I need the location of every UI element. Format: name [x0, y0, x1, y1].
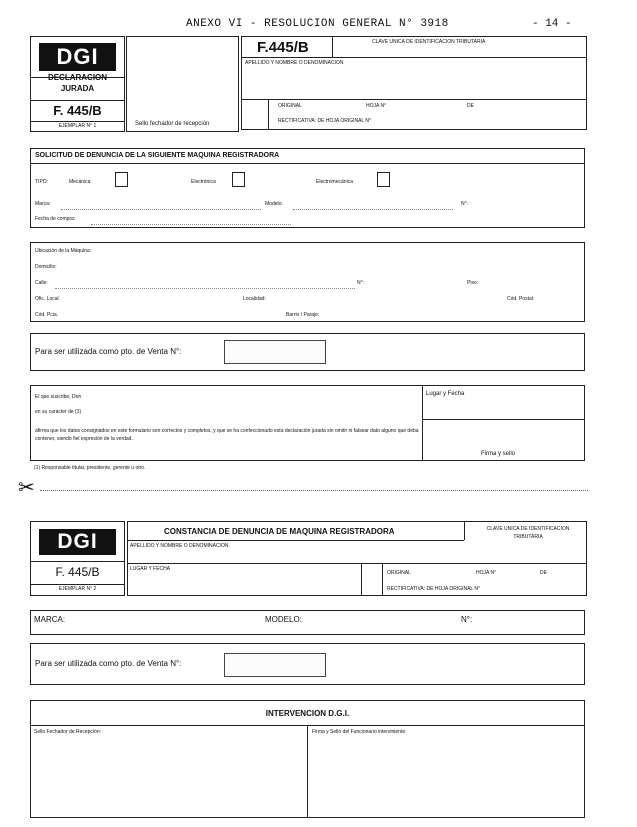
domicilio-label: Domicilio:: [35, 264, 57, 270]
scissors-icon: ✂: [18, 477, 35, 499]
modelo-label: Modelo:: [265, 201, 283, 207]
venta-section: [30, 333, 585, 371]
nro-label: N°:: [461, 201, 468, 207]
constancia-title: CONSTANCIA DE DENUNCIA DE MAQUINA REGISTRADORA: [164, 527, 395, 536]
tipo-label: TIPO:: [35, 179, 49, 185]
de-label: DE: [467, 103, 474, 109]
mecanica-label: Mecánica: [69, 179, 91, 185]
nro-label-2: N°:: [461, 615, 473, 624]
venta-section-2: [30, 643, 585, 685]
big-form-code: F.445/B: [257, 39, 309, 56]
cod-postal-label: Cód. Postal:: [507, 296, 535, 302]
hoja-label: HOJA N°: [366, 103, 387, 109]
dgi-logo: DGI: [39, 43, 116, 71]
numero-label: N°:: [357, 280, 364, 286]
logo-panel-2: [30, 521, 125, 596]
lugar-fecha-label-2: LUGAR Y FECHA: [130, 566, 171, 572]
sello-fechador-label: Sello fechador de recepción: [135, 121, 210, 127]
afirma-text: afirma que los datos consignados en este formulario son correctos y completos, y que se ha confeccionado esta declaración jurada sin omitir ni falsear dato alguno que deba contener, siendo fiel expresión de la verdad.: [35, 428, 419, 442]
ofic-local-label: Ofic. Local: [35, 296, 59, 302]
intervencion-title: INTERVENCION D.G.I.: [265, 709, 350, 718]
mecanica-checkbox[interactable]: [115, 172, 128, 187]
original-label: ORIGINAL: [278, 103, 302, 109]
constancia-panel: [127, 521, 587, 596]
caracter-label: en su carácter de (1): [35, 409, 82, 415]
venta-input-2[interactable]: [224, 653, 326, 677]
calle-label: Calle:: [35, 280, 48, 286]
firma-funcionario-label: Firma y Sello del Funcionario interviniente:: [312, 729, 407, 735]
modelo-label-2: MODELO:: [265, 615, 302, 624]
localidad-label: Localidad:: [243, 296, 266, 302]
ubicacion-section: [30, 242, 585, 322]
electronica-label: Electrónica: [191, 179, 216, 185]
ejemplar-label: EJEMPLAR N° 1: [58, 123, 97, 129]
electronica-checkbox[interactable]: [232, 172, 245, 187]
firma-sello-label: Firma y sello: [481, 451, 516, 457]
ubicacion-title: Ubicación de la Máquina:: [35, 248, 92, 254]
rectificativa-label: RECTIFICATIVA: DE HOJA ORIGINAL N°: [278, 118, 372, 124]
venta-input[interactable]: [224, 340, 326, 364]
cut-line: [40, 490, 588, 491]
marca-label-2: MARCA:: [34, 615, 66, 624]
marca-label: Marca:: [35, 201, 51, 207]
piso-label: Piso:: [467, 280, 479, 286]
responsable-note: (1) Responsable titular, presidente, gerente u otro.: [34, 465, 146, 471]
intervencion-section: [30, 700, 585, 818]
barrio-label: Barrio / Paraje:: [286, 312, 320, 318]
marca-modelo-section: [30, 610, 585, 635]
original-label-2: ORIGINAL: [387, 570, 411, 576]
ejemplar-label-2: EJEMPLAR N° 2: [58, 586, 97, 592]
apellido-label-2: APELLIDO Y NOMBRE O DENOMINACION: [130, 543, 229, 549]
page-heading: ANEXO VI - RESOLUCION GENERAL N° 3918: [186, 18, 449, 30]
venta-label: Para ser utilizada como pto. de Venta N°:: [35, 347, 182, 356]
page-number: - 14 -: [532, 18, 572, 30]
solicitud-title: SOLICITUD DE DENUNCIA DE LA SIGUIENTE MAQUINA REGISTRADORA: [35, 152, 280, 159]
solicitud-section: [30, 148, 585, 228]
venta-label-2: Para ser utilizada como pto. de Venta N°:: [35, 659, 182, 668]
lugar-fecha-label: Lugar y Fecha: [426, 391, 465, 397]
firma-section: [30, 385, 585, 461]
electromecanica-label: Electromecánica: [316, 179, 353, 185]
header-panel: [241, 36, 587, 130]
de-label-2: DE: [540, 570, 547, 576]
sello-fechador-label-2: Sello Fechador de Recepción:: [34, 729, 101, 735]
fecha-compra-label: Fecha de compra:: [35, 216, 76, 222]
logo-panel: [30, 36, 125, 132]
dgi-logo-2: DGI: [39, 529, 116, 555]
cod-pcia-label: Cód. Pcia.: [35, 312, 59, 318]
hoja-label-2: HOJA N°: [476, 570, 497, 576]
form-code: F. 445/B: [53, 103, 102, 118]
suscribe-label: El que suscribe, Don: [35, 394, 82, 400]
cuit-label: CLAVE UNICA DE IDENTIFICACION TRIBUTARIA: [372, 39, 486, 45]
cuit-label-2: CLAVE UNICA DE IDENTIFICACION TRIBUTARIA: [486, 526, 570, 540]
form-code-2: F. 445/B: [55, 565, 100, 579]
electromecanica-checkbox[interactable]: [377, 172, 390, 187]
declaracion-jurada: DECLARACION JURADA: [47, 73, 108, 93]
sello-panel: [126, 36, 239, 132]
apellido-label: APELLIDO Y NOMBRE O DENOMINACION: [245, 60, 344, 66]
rectificativa-label-2: RECTIFICATIVA: DE HOJA ORIGINAL N°: [387, 586, 481, 592]
